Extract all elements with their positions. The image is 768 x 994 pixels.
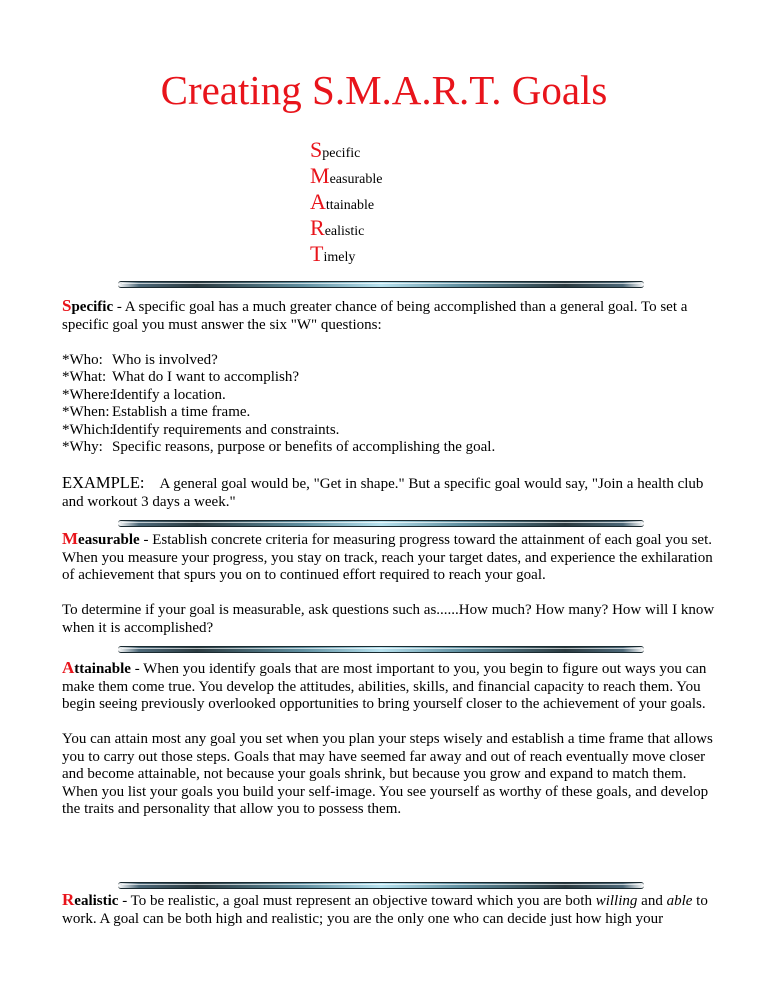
acronym-letter: T bbox=[310, 241, 324, 266]
section-term: ealistic bbox=[74, 893, 119, 909]
w-answer: Who is involved? bbox=[112, 351, 218, 368]
acronym-row bbox=[310, 189, 382, 215]
acronym-word: imely bbox=[323, 250, 356, 265]
page-title: Creating S.M.A.R.T. Goals bbox=[160, 67, 608, 113]
acronym-letter: S bbox=[310, 137, 323, 162]
w-answer: Identify a location. bbox=[112, 386, 226, 403]
w-key: *Which: bbox=[62, 421, 114, 438]
example-label: EXAMPLE: bbox=[62, 473, 145, 492]
acronym-word: pecific bbox=[322, 146, 361, 161]
acronym-letter: A bbox=[310, 189, 326, 214]
attainable-intro bbox=[62, 659, 722, 714]
attainable-para: You can attain most any goal you set when you plan your steps wisely and establish a time frame that allows you to carry out those steps. Goals that may have seemed far away and out of reach eventually move closer and become attainable, not because your goals shrink, but because you grow and expand to match them. When you list your goals you build your self-image. You see yourself as worthy of these goals, and develop the traits and personality that allow you to possess them. bbox=[62, 731, 713, 817]
w-key: *Where: bbox=[62, 386, 114, 403]
w-question bbox=[62, 404, 722, 422]
section-divider bbox=[118, 281, 644, 288]
measurable-intro bbox=[62, 530, 722, 585]
section-term: ttainable bbox=[74, 661, 131, 677]
acronym-row bbox=[310, 241, 382, 267]
w-key: *Who: bbox=[62, 351, 103, 368]
w-answer: Establish a time frame. bbox=[112, 404, 251, 420]
w-question bbox=[62, 352, 722, 370]
emphasis-able: able bbox=[666, 893, 693, 909]
w-key: *What: bbox=[62, 369, 107, 385]
realistic-section bbox=[62, 891, 722, 928]
acronym-word: ealistic bbox=[324, 224, 365, 239]
measurable-para: To determine if your goal is measurable, ask questions such as......How much? How many? How will I know when it is accomplished? bbox=[62, 602, 715, 636]
section-text: and bbox=[637, 893, 667, 909]
acronym-list bbox=[310, 137, 382, 267]
w-question bbox=[62, 387, 722, 405]
section-term: pecific bbox=[71, 299, 114, 315]
w-question bbox=[62, 439, 722, 457]
realistic-intro bbox=[62, 891, 722, 928]
example bbox=[62, 474, 722, 511]
section-letter: M bbox=[62, 529, 79, 548]
section-text: - A specific goal has a much greater chance of being accomplished than a general goal. To set a specific goal you must answer the six "W" questions: bbox=[62, 299, 688, 333]
emphasis-willing: willing bbox=[595, 893, 638, 909]
measurable-section bbox=[62, 530, 722, 637]
w-key: *When: bbox=[62, 404, 110, 420]
acronym-letter: M bbox=[310, 163, 330, 188]
w-answer: Identify requirements and constraints. bbox=[112, 421, 340, 438]
section-letter: S bbox=[62, 296, 72, 315]
section-term: easurable bbox=[78, 532, 140, 548]
acronym-row bbox=[310, 163, 382, 189]
section-text: - When you identify goals that are most important to you, you begin to figure out ways you can make them come true. You develop the attitudes, abilities, skills, and financial capacity to reach them. You begin seeing previously overlooked opportunities to bring yourself closer to the achievement of your goals. bbox=[62, 661, 707, 712]
example-text: A general goal would be, "Get in shape." But a specific goal would say, "Join a health club and workout 3 days a week." bbox=[62, 476, 704, 510]
section-letter: A bbox=[62, 658, 75, 677]
section-text: - Establish concrete criteria for measuring progress toward the attainment of each goal you set. When you measure your progress, you stay on track, reach your target dates, and experience the exhilaration of achievement that spurs you on to continued effort required to reach your goal. bbox=[62, 532, 713, 583]
section-letter: R bbox=[62, 890, 75, 909]
w-question bbox=[62, 422, 722, 440]
w-question bbox=[62, 369, 722, 387]
attainable-section bbox=[62, 659, 722, 819]
acronym-word: easurable bbox=[329, 172, 383, 187]
section-divider bbox=[118, 520, 644, 527]
section-divider bbox=[118, 882, 644, 889]
specific-section bbox=[62, 297, 722, 511]
acronym-row bbox=[310, 215, 382, 241]
section-text: to work. A goal can be both high and realistic; you are the only one who can decide just how high your bbox=[62, 893, 708, 927]
w-answer: What do I want to accomplish? bbox=[112, 369, 300, 385]
acronym-row bbox=[310, 137, 382, 163]
specific-intro bbox=[62, 297, 722, 334]
acronym-letter: R bbox=[310, 215, 325, 240]
w-key: *Why: bbox=[62, 439, 103, 455]
section-divider bbox=[118, 646, 644, 653]
w-answer: Specific reasons, purpose or benefits of accomplishing the goal. bbox=[112, 439, 496, 455]
section-text: - To be realistic, a goal must represent an objective toward which you are both bbox=[118, 893, 596, 909]
acronym-word: ttainable bbox=[325, 198, 375, 213]
